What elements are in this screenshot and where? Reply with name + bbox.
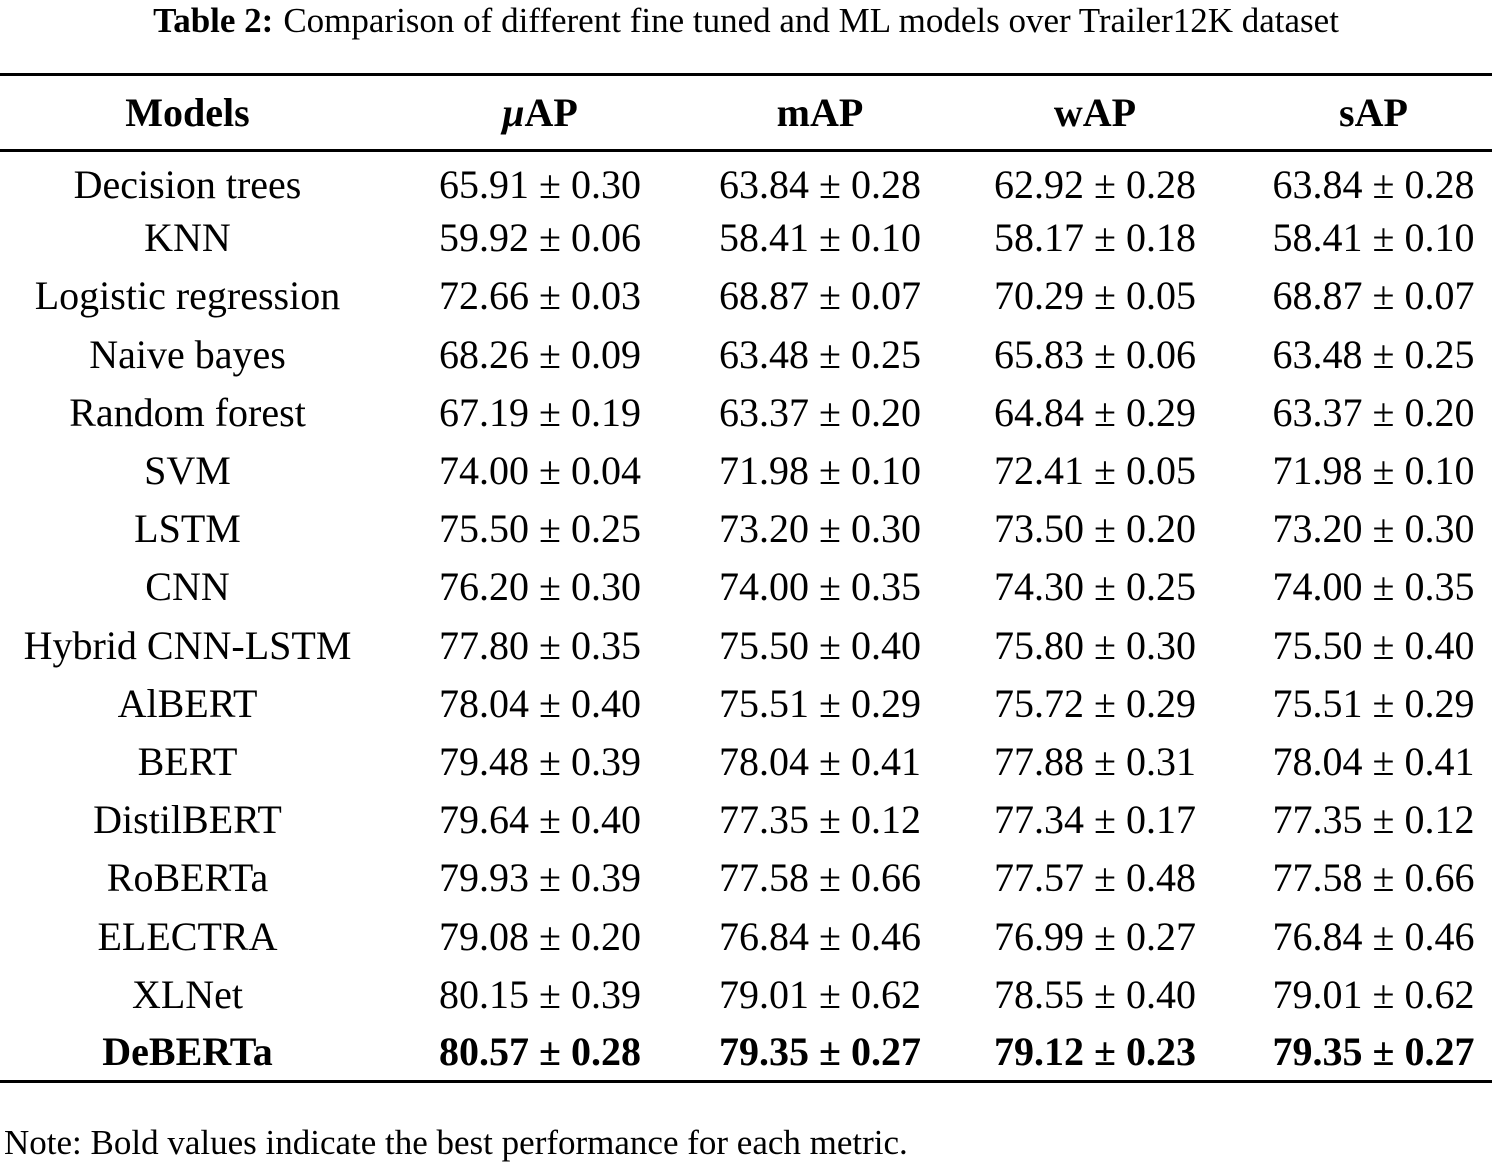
- weighted-ap-cell: 72.41 ± 0.05: [994, 448, 1196, 494]
- model-cell: RoBERTa: [106, 855, 269, 901]
- macro-ap-cell: 78.04 ± 0.41: [719, 738, 921, 784]
- header-micro-ap: [375, 75, 705, 151]
- table-row: [0, 325, 1492, 383]
- micro-ap-cell: 80.57 ± 0.28: [375, 1023, 705, 1081]
- micro-ap-cell: 68.26 ± 0.09: [439, 331, 641, 377]
- mu-symbol: μ: [502, 90, 525, 135]
- weighted-ap-cell: 77.57 ± 0.48: [994, 855, 1196, 901]
- table-row: [0, 674, 1492, 732]
- samples-ap-cell: 68.87 ± 0.07: [1272, 273, 1475, 319]
- micro-ap-cell: 79.48 ± 0.39: [439, 738, 641, 784]
- model-cell: DistilBERT: [93, 797, 282, 843]
- macro-ap-cell: 63.48 ± 0.25: [719, 331, 921, 377]
- weighted-ap-cell: 78.55 ± 0.40: [994, 971, 1196, 1017]
- samples-ap-cell: 63.48 ± 0.25: [1272, 331, 1475, 377]
- table-row: [0, 965, 1492, 1023]
- table-row: [0, 732, 1492, 790]
- samples-ap-cell: 79.35 ± 0.27: [1255, 1023, 1492, 1081]
- table-row: [0, 907, 1492, 965]
- model-cell: Hybrid CNN-LSTM: [23, 622, 352, 668]
- weighted-ap-cell: 79.12 ± 0.23: [935, 1023, 1255, 1081]
- table-body: [0, 151, 1492, 1082]
- weighted-ap-cell: 58.17 ± 0.18: [994, 215, 1196, 261]
- table-row: [0, 383, 1492, 441]
- samples-ap-cell: 58.41 ± 0.10: [1272, 215, 1475, 261]
- model-cell: KNN: [144, 215, 231, 261]
- samples-ap-cell: 73.20 ± 0.30: [1272, 506, 1475, 552]
- samples-ap-cell: 63.37 ± 0.20: [1272, 389, 1475, 435]
- caption-text: Comparison of different fine tuned and ML models over Trailer12K dataset: [283, 1, 1339, 40]
- macro-ap-cell: 79.35 ± 0.27: [705, 1023, 935, 1081]
- header-row: [0, 75, 1492, 151]
- weighted-ap-cell: 65.83 ± 0.06: [994, 331, 1196, 377]
- samples-ap-cell: 77.35 ± 0.12: [1272, 797, 1475, 843]
- table-row: [0, 209, 1492, 267]
- model-cell: Naive bayes: [89, 331, 286, 377]
- caption-label: Table 2:: [153, 1, 274, 40]
- macro-ap-cell: 77.58 ± 0.66: [719, 855, 921, 901]
- table-row: [0, 500, 1492, 558]
- micro-ap-cell: 76.20 ± 0.30: [439, 564, 641, 610]
- model-cell: LSTM: [134, 506, 241, 552]
- macro-ap-cell: 75.51 ± 0.29: [719, 680, 921, 726]
- table-row: [0, 441, 1492, 499]
- macro-ap-cell: 63.37 ± 0.20: [719, 389, 921, 435]
- model-cell: SVM: [144, 448, 231, 494]
- samples-ap-cell: 77.58 ± 0.66: [1272, 855, 1475, 901]
- macro-ap-cell: 58.41 ± 0.10: [719, 215, 921, 261]
- weighted-ap-cell: 64.84 ± 0.29: [994, 389, 1196, 435]
- header-weighted-ap: wAP: [935, 75, 1255, 151]
- table-row: [0, 791, 1492, 849]
- model-cell: Random forest: [69, 389, 306, 435]
- model-cell: BERT: [137, 738, 238, 784]
- table-header: [0, 75, 1492, 151]
- weighted-ap-cell: 73.50 ± 0.20: [994, 506, 1196, 552]
- table-row: [0, 849, 1492, 907]
- micro-ap-cell: 75.50 ± 0.25: [439, 506, 641, 552]
- macro-ap-cell: 73.20 ± 0.30: [719, 506, 921, 552]
- macro-ap-cell: 79.01 ± 0.62: [719, 971, 921, 1017]
- header-models: Models: [0, 75, 375, 151]
- macro-ap-cell: 75.50 ± 0.40: [719, 622, 921, 668]
- micro-ap-cell: 74.00 ± 0.04: [439, 448, 641, 494]
- samples-ap-cell: 75.50 ± 0.40: [1272, 622, 1475, 668]
- model-cell: Decision trees: [73, 162, 302, 208]
- samples-ap-cell: 78.04 ± 0.41: [1272, 738, 1475, 784]
- micro-ap-cell: 79.64 ± 0.40: [439, 797, 641, 843]
- samples-ap-cell: 75.51 ± 0.29: [1272, 680, 1475, 726]
- table-row: [0, 558, 1492, 616]
- samples-ap-cell: 63.84 ± 0.28: [1272, 162, 1475, 208]
- micro-ap-cell: 65.91 ± 0.30: [439, 162, 641, 208]
- macro-ap-cell: 77.35 ± 0.12: [719, 797, 921, 843]
- model-cell: ELECTRA: [97, 913, 278, 959]
- results-table: [0, 73, 1492, 1083]
- micro-ap-cell: 78.04 ± 0.40: [439, 680, 641, 726]
- weighted-ap-cell: 75.80 ± 0.30: [994, 622, 1196, 668]
- header-macro-ap: mAP: [705, 75, 935, 151]
- macro-ap-cell: 74.00 ± 0.35: [719, 564, 921, 610]
- macro-ap-cell: 68.87 ± 0.07: [719, 273, 921, 319]
- macro-ap-cell: 71.98 ± 0.10: [719, 448, 921, 494]
- micro-ap-cell: 80.15 ± 0.39: [439, 971, 641, 1017]
- weighted-ap-cell: 75.72 ± 0.29: [994, 680, 1196, 726]
- header-samples-ap: sAP: [1255, 75, 1492, 151]
- table-note: Note: Bold values indicate the best performance for each metric.: [4, 1123, 908, 1162]
- micro-ap-cell: 79.93 ± 0.39: [439, 855, 641, 901]
- model-cell: Logistic regression: [34, 273, 341, 319]
- samples-ap-cell: 76.84 ± 0.46: [1272, 913, 1475, 959]
- weighted-ap-cell: 77.34 ± 0.17: [994, 797, 1196, 843]
- micro-ap-cell: 59.92 ± 0.06: [439, 215, 641, 261]
- weighted-ap-cell: 74.30 ± 0.25: [994, 564, 1196, 610]
- weighted-ap-cell: 62.92 ± 0.28: [994, 162, 1196, 208]
- table-row: [0, 616, 1492, 674]
- micro-ap-cell: 72.66 ± 0.03: [439, 273, 641, 319]
- weighted-ap-cell: 77.88 ± 0.31: [994, 738, 1196, 784]
- samples-ap-cell: 71.98 ± 0.10: [1272, 448, 1475, 494]
- table-row: [0, 151, 1492, 209]
- model-cell: XLNet: [131, 971, 244, 1017]
- table-row: [0, 267, 1492, 325]
- micro-ap-cell: 77.80 ± 0.35: [439, 622, 641, 668]
- micro-ap-cell: 79.08 ± 0.20: [439, 913, 641, 959]
- weighted-ap-cell: 70.29 ± 0.05: [994, 273, 1196, 319]
- model-cell: DeBERTa: [0, 1023, 375, 1081]
- table-row: [0, 1023, 1492, 1081]
- macro-ap-cell: 76.84 ± 0.46: [719, 913, 921, 959]
- model-cell: AlBERT: [117, 680, 258, 726]
- model-cell: CNN: [145, 564, 230, 610]
- macro-ap-cell: 63.84 ± 0.28: [719, 162, 921, 208]
- samples-ap-cell: 74.00 ± 0.35: [1272, 564, 1475, 610]
- micro-ap-cell: 67.19 ± 0.19: [439, 389, 641, 435]
- table-caption: [0, 0, 1492, 42]
- header-micro-ap-label: AP: [524, 90, 578, 135]
- weighted-ap-cell: 76.99 ± 0.27: [994, 913, 1196, 959]
- samples-ap-cell: 79.01 ± 0.62: [1272, 971, 1475, 1017]
